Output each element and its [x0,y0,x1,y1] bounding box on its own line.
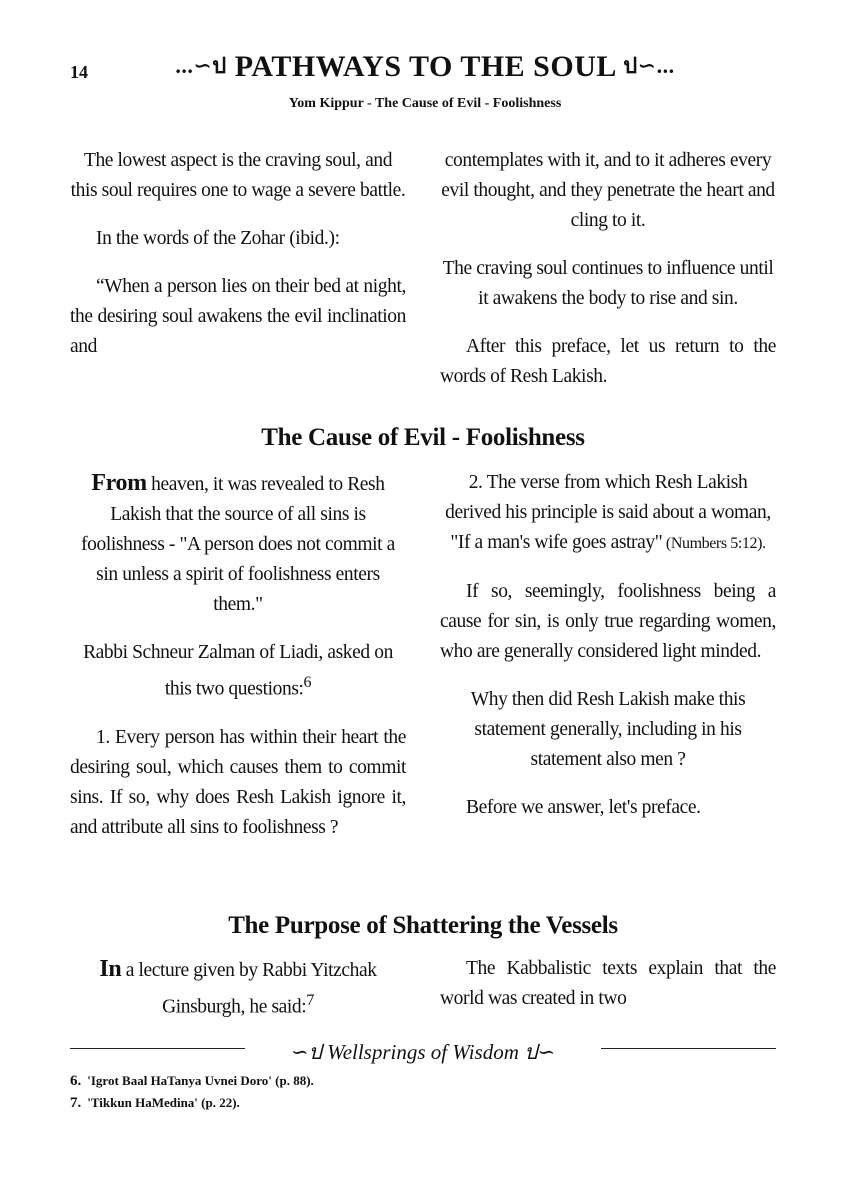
paragraph: Before we answer, let's preface. [466,797,701,818]
shattering-columns [70,954,776,1041]
paragraph [70,638,406,705]
intro-columns [70,146,776,410]
paragraph: If so, seemingly, foolishness being a cause for sin, is only true regarding women, who are generally considered light minded. [440,581,776,662]
footer-title: Wellsprings of Wisdom [327,1040,519,1064]
paragraph: “When a person lies on their bed at night, the desiring soul awakens the evil inclination and [70,276,406,357]
footnote-text: 'Igrot Baal HaTanya Uvnei Doro' (p. 88). [87,1073,314,1088]
running-title: PATHWAYS TO THE SOUL [234,50,616,83]
paragraph-text: 2. The verse from which Resh Lakish derived his principle is said about a woman, "If a man's wife goes astray" [445,472,771,553]
footnote-ref[interactable]: 6 [303,674,312,691]
right-column [440,146,776,410]
footnote [70,1092,776,1114]
footer-line-right [601,1048,776,1049]
footer-line-left [70,1048,245,1049]
drop-word: From [91,470,147,496]
footnote-number: 6. [70,1073,82,1089]
paragraph [70,468,406,620]
page-subheader: Yom Kippur - The Cause of Evil - Foolishness [288,96,562,111]
paragraph: The craving soul continues to influence until it awakens the body to rise and sin. [442,258,774,309]
ornament-right: ป∽ [524,1040,556,1064]
paragraph-text: a lecture given by Rabbi Yitzchak Ginsburgh, he said: [121,960,377,1018]
right-column [440,468,776,861]
paragraph-text: Rabbi Schneur Zalman of Liadi, asked on this two questions: [83,642,393,700]
ornament-right: ป∽... [623,53,675,78]
drop-word: In [99,956,122,982]
footer-rule [70,1036,776,1064]
section-heading: The Cause of Evil - Foolishness [261,424,585,451]
paragraph: In the words of the Zohar (ibid.): [96,228,340,249]
page-number: 14 [70,62,88,82]
footnote [70,1070,776,1092]
ornament-left: ...∽ป [175,53,227,78]
paragraph: 1. Every person has within their heart the desiring soul, which causes them to commit sins. If so, why does Resh Lakish ignore it, and attribute all sins to foolishness ? [70,726,406,838]
footnotes [70,1070,776,1114]
footer-banner [245,1036,601,1069]
paragraph: The Kabbalistic texts explain that the world was created in two [440,958,776,1009]
paragraph: Why then did Resh Lakish make this statement generally, including in his statement also men ? [470,689,746,770]
ornament-left: ∽ป [290,1040,322,1064]
right-column [440,954,776,1041]
left-column [70,954,406,1041]
paragraph [440,468,776,559]
scripture-reference: (Numbers 5:12). [662,535,766,552]
paragraph: contemplates with it, and to it adheres every evil thought, and they penetrate the heart and cling to it. [441,150,775,231]
footnote-number: 7. [70,1095,82,1111]
page-header-title [130,48,720,84]
cause-of-evil-columns [70,468,776,861]
footnote-text: 'Tikkun HaMedina' (p. 22). [87,1095,240,1110]
paragraph-text: heaven, it was revealed to Resh Lakish that the source of all sins is foolishness - "A person does not commit a sin unless a spirit of foolishness enters them." [81,474,395,615]
left-column [70,146,406,410]
paragraph: The lowest aspect is the craving soul, and this soul requires one to wage a severe battle. [70,150,406,201]
footnote-ref[interactable]: 7 [306,992,314,1009]
left-column [70,468,406,861]
section-heading: The Purpose of Shattering the Vessels [228,912,618,939]
paragraph: After this preface, let us return to the words of Resh Lakish. [440,336,776,387]
paragraph [70,954,406,1023]
